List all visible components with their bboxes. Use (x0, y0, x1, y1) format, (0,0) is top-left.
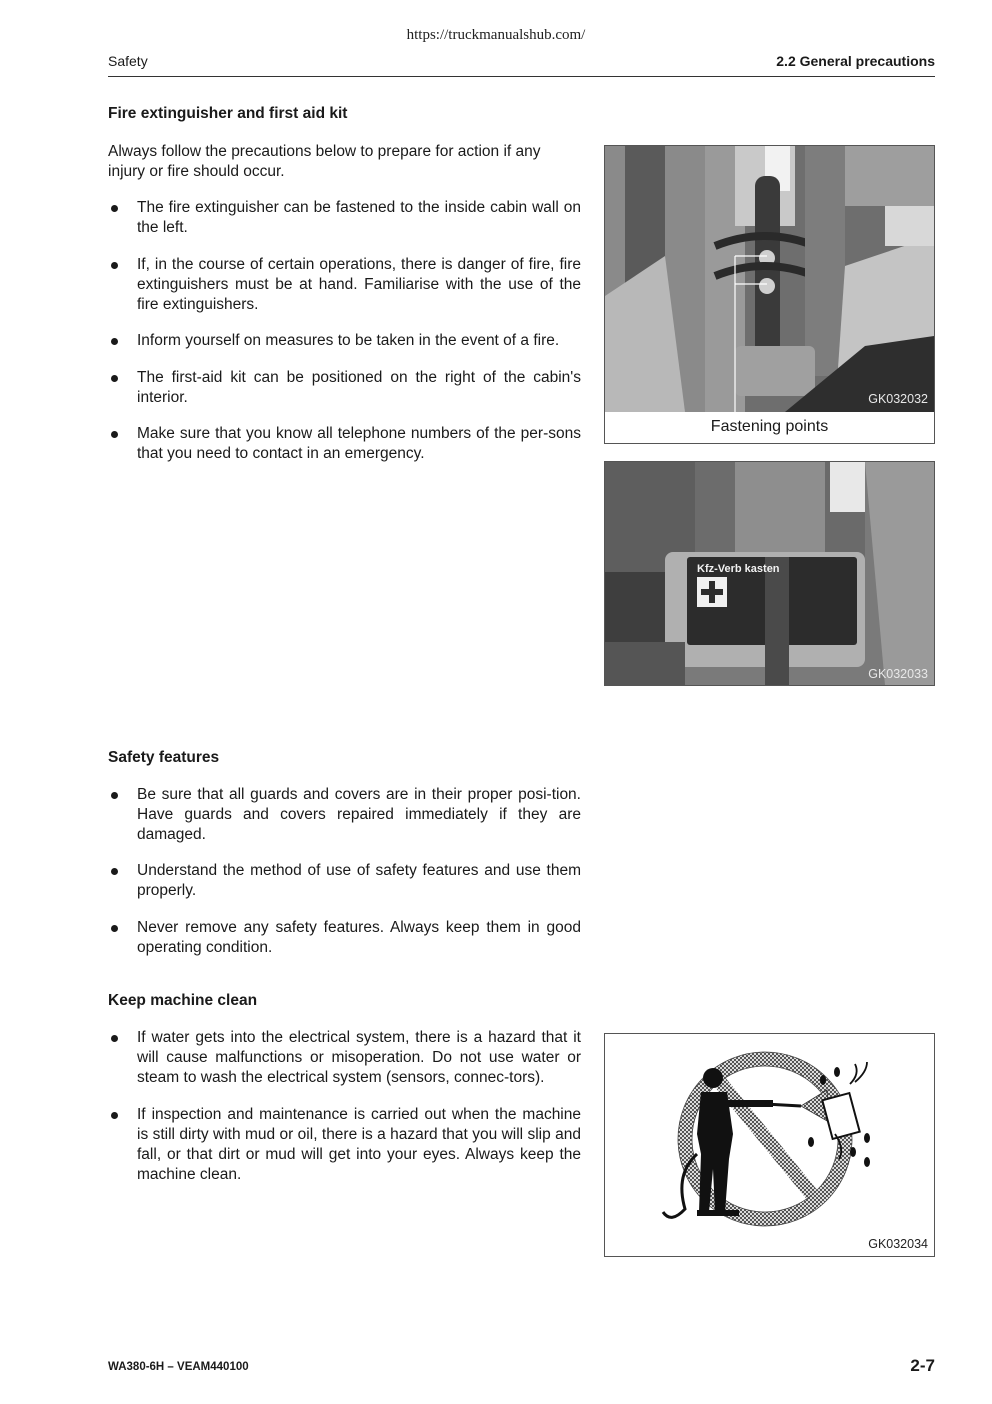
clean-bullet: If water gets into the electrical system, there is a hazard that it will cause malfunctions or misoperation. Do not use water or steam to wash the electrical system (sensors, connec-tors). (108, 1028, 581, 1088)
source-url: https://truckmanualshub.com/ (406, 27, 586, 43)
footer-doc-id: WA380-6H – VEAM440100 (108, 1361, 249, 1373)
fire-bullet: The fire extinguisher can be fastened to the inside cabin wall on the left. (108, 198, 581, 238)
fire-heading: Fire extinguisher and first aid kit (108, 105, 348, 122)
fire-bullet-list (108, 198, 581, 464)
page-number: 2-7 (910, 1356, 935, 1375)
fire-intro: Always follow the precautions below to prepare for action if any injury or fire should occur. (108, 143, 541, 180)
figure-code: GK032034 (868, 1237, 928, 1251)
extinguisher-photo (605, 146, 934, 412)
fire-bullet: Inform yourself on measures to be taken in the event of a fire. (108, 331, 581, 351)
figure-extinguisher (604, 145, 935, 444)
safety-bullet: Be sure that all guards and covers are in their proper posi-tion. Have guards and covers repaired immediately if they are damaged. (108, 785, 581, 845)
header-chapter: 2.2 General precautions (776, 53, 935, 69)
fire-bullet: Make sure that you know all telephone numbers of the per-sons that you need to contact in an emergency. (108, 424, 581, 464)
safety-section (108, 748, 581, 958)
header-section: Safety (108, 53, 148, 69)
kit-label: Kfz-Verb kasten (697, 563, 780, 575)
clean-section (108, 991, 581, 1185)
safety-bullet-list (108, 785, 581, 958)
figure-no-water-wash (604, 1033, 935, 1257)
fire-bullet: The first-aid kit can be positioned on the right of the cabin's interior. (108, 368, 581, 408)
figure-code: GK032032 (868, 392, 928, 406)
safety-bullet: Never remove any safety features. Always keep them in good operating condition. (108, 918, 581, 958)
header-rule (108, 76, 935, 77)
safety-bullet: Understand the method of use of safety features and use them properly. (108, 861, 581, 901)
clean-bullet-list (108, 1028, 581, 1185)
prohibition-illustration (605, 1034, 934, 1256)
clean-bullet: If inspection and maintenance is carried out when the machine is still dirty with mud or oil, there is a hazard that you will slip and fall, or that dirt or mud will get into your eyes. Always keep the machine clean. (108, 1105, 581, 1185)
figure-code: GK032033 (868, 667, 928, 681)
clean-heading: Keep machine clean (108, 992, 258, 1009)
figure-caption: Fastening points (710, 418, 829, 435)
safety-heading: Safety features (108, 749, 220, 766)
fire-section (108, 104, 581, 464)
fire-bullet: If, in the course of certain operations, there is danger of fire, fire extinguishers must be at hand. Familiarise with the use of the fire extinguishers. (108, 255, 581, 315)
figure-first-aid-kit (604, 461, 935, 686)
